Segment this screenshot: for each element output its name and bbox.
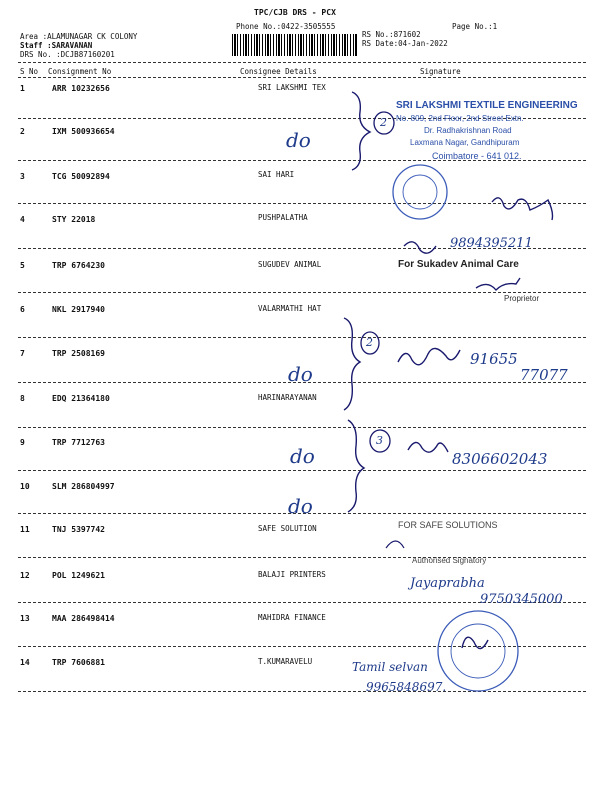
round-seal <box>403 175 437 209</box>
signature-scribble <box>404 242 436 253</box>
handwritten-phone: 9750345000 <box>480 592 563 607</box>
row-consignment: NKL 2917940 <box>52 305 105 314</box>
stamp-address: No. 809, 2nd Floor, 2nd Street Extn. <box>396 114 524 123</box>
row-consignee: VALARMATHI HAT <box>258 304 322 313</box>
row-consignee: MAHIDRA FINANCE <box>258 613 326 622</box>
circle-number: 2 <box>366 336 373 349</box>
handwritten-phone: 9965848697. <box>366 680 447 694</box>
row-sno: 11 <box>20 525 30 534</box>
row-sno: 13 <box>20 614 30 623</box>
row-consignment: POL 1249621 <box>52 571 105 580</box>
row-sno: 7 <box>20 349 25 358</box>
page-number: Page No.:1 <box>452 22 498 31</box>
row-consignment: TRP 6764230 <box>52 261 105 270</box>
stamp-designation: Proprietor <box>504 294 540 303</box>
row-consignment: EDQ 21364180 <box>52 394 110 403</box>
handwritten-phone: 77077 <box>520 366 568 384</box>
row-consignee: SUGUDEV ANIMAL <box>258 260 322 269</box>
ditto-mark: do <box>290 444 315 468</box>
row-consignee: SRI LAKSHMI TEX <box>258 83 326 92</box>
row-sno: 6 <box>20 305 25 314</box>
ditto-mark: do <box>288 362 313 386</box>
stamp-company-name: For Sukadev Animal Care <box>398 259 519 270</box>
bracket-mark <box>344 318 360 410</box>
handwritten-phone: 8306602043 <box>452 450 548 468</box>
phone-number: Phone No.:0422-3505555 <box>236 22 336 31</box>
row-consignment: TRP 7606881 <box>52 658 105 667</box>
row-consignment: STY 22018 <box>52 215 96 224</box>
row-consignee: SAFE SOLUTION <box>258 524 317 533</box>
signature-scribble <box>476 278 520 290</box>
stamp-company-name: SRI LAKSHMI TEXTILE ENGINEERING <box>396 100 578 111</box>
round-seal <box>393 165 447 219</box>
signature-scribble <box>398 348 460 364</box>
stamp-designation: Authorised Signatory <box>412 556 487 565</box>
round-seal <box>438 611 518 691</box>
stamp-company-name: FOR SAFE SOLUTIONS <box>398 520 498 530</box>
rs-date: RS Date:04-Jan-2022 <box>362 39 448 48</box>
circle-number: 2 <box>380 116 387 129</box>
row-consignment: MAA 286498414 <box>52 614 115 623</box>
signature-scribble <box>462 637 488 648</box>
row-consignment: IXM 500936654 <box>52 127 115 136</box>
circle-number: 3 <box>376 434 383 447</box>
col-header-signature: Signature <box>420 67 461 76</box>
row-sno: 14 <box>20 658 30 667</box>
area-label: Area :ALAMUNAGAR CK COLONY <box>20 32 138 41</box>
drs-number: DRS No. :DCJB87160201 <box>20 50 115 59</box>
stamp-address: Dr. Radhakrishnan Road <box>424 126 512 135</box>
row-consignee: HARINARAYANAN <box>258 393 317 402</box>
rs-number: RS No.:871602 <box>362 30 421 39</box>
row-sno: 8 <box>20 394 25 403</box>
ditto-mark: do <box>288 494 313 518</box>
row-sno: 5 <box>20 261 25 270</box>
signature-scribble <box>408 442 448 452</box>
handwritten-name: Tamil selvan <box>352 660 428 674</box>
handwritten-name: Jayaprabha <box>410 576 485 591</box>
row-consignee: T.KUMARAVELU <box>258 657 313 666</box>
row-consignment: TNJ 5397742 <box>52 525 105 534</box>
row-consignee: BALAJI PRINTERS <box>258 570 326 579</box>
ditto-mark: do <box>286 128 311 152</box>
handwritten-phone: 91655 <box>470 350 518 368</box>
row-consignment: TCG 50092894 <box>52 172 110 181</box>
row-sno: 9 <box>20 438 25 447</box>
row-sno: 12 <box>20 571 30 580</box>
handwritten-phone: 9894395211 <box>450 236 533 251</box>
col-header-consignee: Consignee Details <box>240 67 317 76</box>
row-consignment: SLM 286804997 <box>52 482 115 491</box>
row-consignee: SAI HARI <box>258 170 295 179</box>
row-sno: 4 <box>20 215 25 224</box>
signature-scribble <box>386 541 404 548</box>
bracket-mark <box>348 420 364 512</box>
stamp-address: Laxmana Nagar, Gandhipuram <box>410 138 520 147</box>
row-sno: 1 <box>20 84 25 93</box>
staff-label: Staff :SARAVANAN <box>20 41 93 50</box>
stamp-address: Coimbatore - 641 012. <box>432 151 522 161</box>
document-title: TPC/CJB DRS - PCX <box>254 8 336 17</box>
col-header-sno: S No <box>20 67 39 76</box>
row-consignment: TRP 2508169 <box>52 349 105 358</box>
row-consignee: PUSHPALATHA <box>258 213 308 222</box>
round-seal <box>451 624 505 678</box>
row-sno: 10 <box>20 482 30 491</box>
row-sno: 2 <box>20 127 25 136</box>
signature-scribble <box>492 198 553 220</box>
row-consignment: ARR 10232656 <box>52 84 110 93</box>
row-consignment: TRP 7712763 <box>52 438 105 447</box>
col-header-consignment: Consignment No <box>48 67 112 76</box>
row-sno: 3 <box>20 172 25 181</box>
bracket-mark <box>352 92 370 170</box>
